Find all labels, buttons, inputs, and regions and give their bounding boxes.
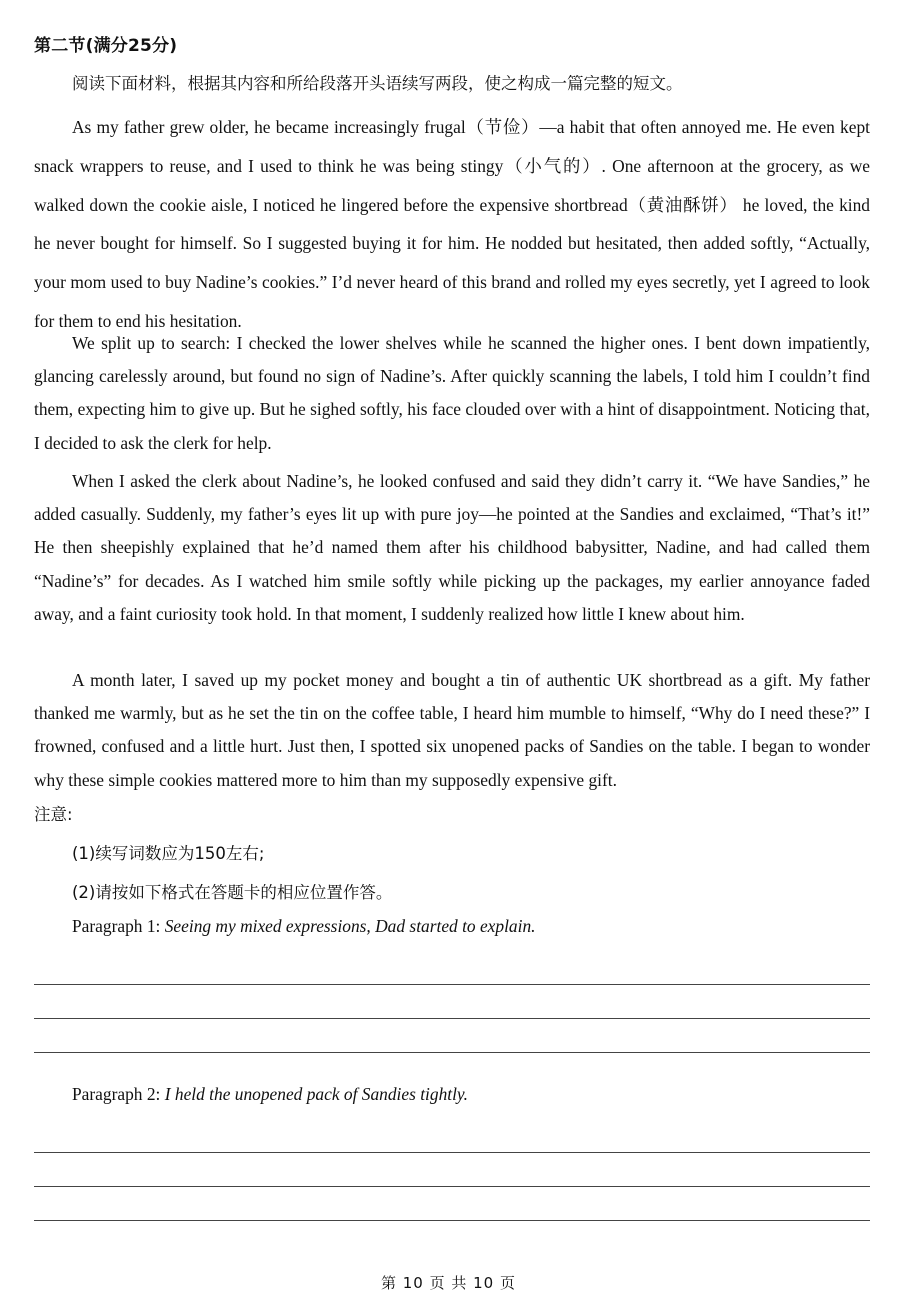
paragraph-2-label: Paragraph 2: xyxy=(72,1084,165,1104)
section-title: 第二节(满分25分) xyxy=(34,36,178,56)
passage-paragraph-4: A month later, I saved up my pocket money and bought a tin of authentic UK shortbread as a gift. My father thanked me warmly, but as he set the tin on the coffee table, I heard him mumble to himself, “Why do I need these?” I frowned, confused and a little hurt. Just then, I spotted six unopened packs of Sandies on the table. I began to wonder why these simple cookies mattered more to him than my supposedly expensive gift. xyxy=(34,670,870,790)
passage-paragraph-3: When I asked the clerk about Nadine’s, he looked confused and said they didn’t carry it. “We have Sandies,” he added casually. Suddenly, my father’s eyes lit up with pure joy—he pointed at the Sandies and exclaimed, “That’s it!” He then sheepishly explained that he’d named them after his childhood babysitter, Nadine, and had called them “Nadine’s” for decades. As I watched him smile softly while picking up the packages, my earlier annoyance faded away, and a faint curiosity took hold. In that moment, I suddenly realized how little I knew about him. xyxy=(34,471,870,624)
passage-paragraph-1: As my father grew older, he became increasingly frugal（节俭）—a habit that often annoyed me. He even kept snack wrappers to reuse, and I used to think he was being stingy（小气的）. One afternoon at the grocery, as we walked down the cookie aisle, I noticed he lingered before the expensive shortbread（黄油酥饼） he loved, the kind he never bought for himself. So I suggested buying it for him. He nodded but hesitated, then added softly, “Actually, your mom used to buy Nadine’s cookies.” I’d never heard of this brand and rolled my eyes secretly, yet I agreed to look for them to end his hesitation. xyxy=(34,117,870,331)
answer-line xyxy=(34,984,870,985)
answer-line xyxy=(34,1220,870,1221)
paragraph-2-cue: I held the unopened pack of Sandies tightly. xyxy=(164,1084,469,1104)
note-item-1: (1)续写词数应为150左右; xyxy=(72,844,265,863)
paragraph-1-prompt xyxy=(72,916,536,937)
page-number-footer: 第 10 页 共 10 页 xyxy=(380,1274,516,1292)
answer-line xyxy=(34,1052,870,1053)
paragraph-2-prompt xyxy=(72,1084,468,1105)
note-item-2: (2)请按如下格式在答题卡的相应位置作答。 xyxy=(72,883,393,902)
paragraph-1-cue: Seeing my mixed expressions, Dad started to explain. xyxy=(164,916,536,936)
answer-line xyxy=(34,1186,870,1187)
passage-paragraph-2: We split up to search: I checked the lower shelves while he scanned the higher ones. I bent down impatiently, glancing carelessly around, but found no sign of Nadine’s. After quickly scanning the labels, I told him I couldn’t find them, expecting him to give up. But he sighed softly, his face clouded over with a hint of disappointment. Noticing that, I decided to ask the clerk for help. xyxy=(34,333,870,453)
answer-line xyxy=(34,1018,870,1019)
answer-line xyxy=(34,1152,870,1153)
paragraph-1-label: Paragraph 1: xyxy=(72,916,165,936)
instruction-text: 阅读下面材料，根据其内容和所给段落开头语续写两段，使之构成一篇完整的短文。 xyxy=(72,74,683,93)
notes-label: 注意: xyxy=(34,805,73,824)
